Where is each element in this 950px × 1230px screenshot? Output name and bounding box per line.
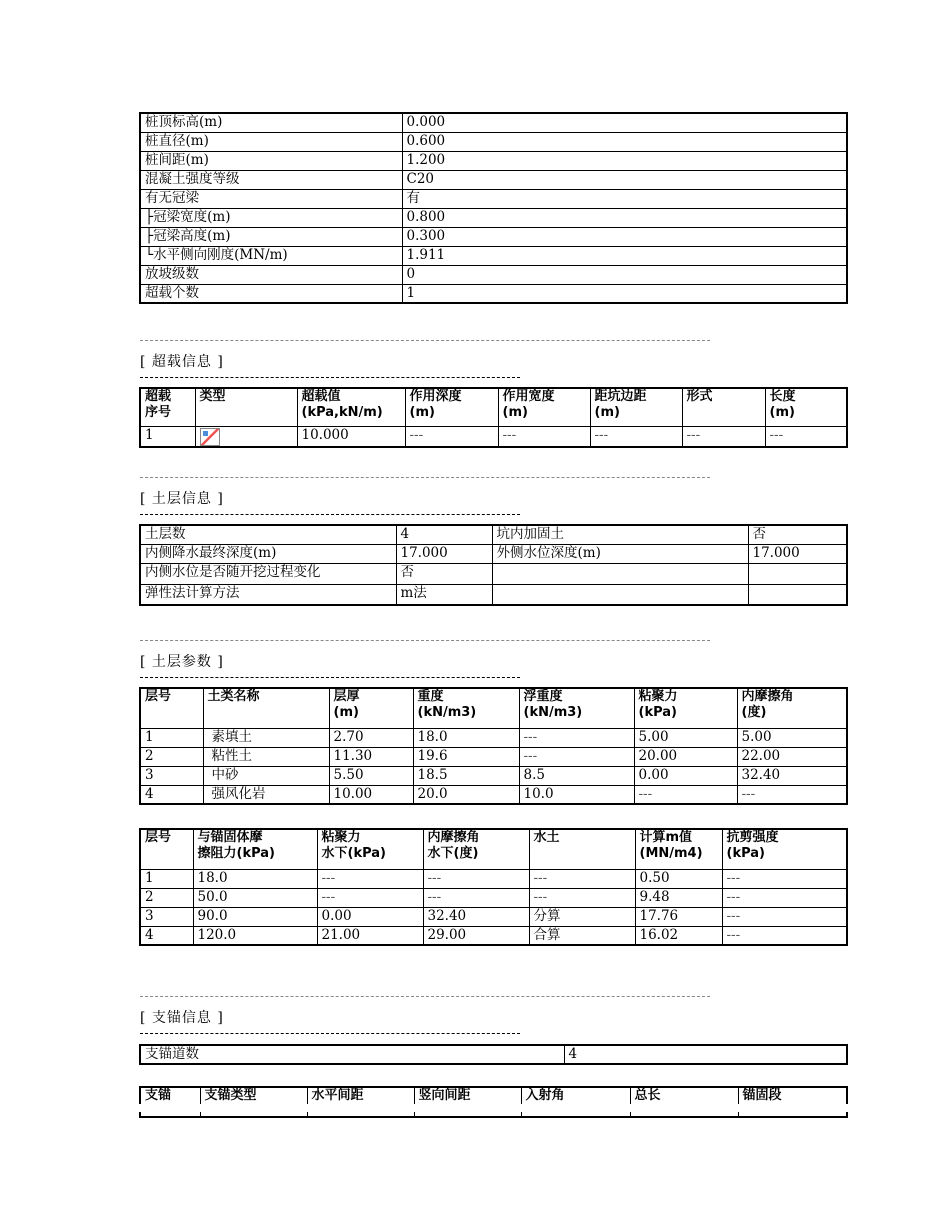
separator-line [140,677,520,678]
parameter-value: C20 [402,170,847,189]
parameter-label: 有无冠梁 [140,189,402,208]
header-row [140,688,847,728]
column-header: 支锚类型 [200,1087,307,1117]
table-row [140,544,847,563]
table-cell: --- [519,747,634,766]
soil-info-table [139,524,848,606]
table-row [140,1045,847,1064]
table-cell: 17.76 [635,907,722,926]
parameter-value: 0 [402,265,847,284]
table-cell: 2.70 [329,728,413,747]
table-cell: 素填土 [203,728,329,747]
table-cell: 粘性土 [203,747,329,766]
table-cell: --- [722,869,847,888]
surcharge-type-image-icon [200,428,220,446]
table-cell: --- [590,426,682,447]
table-cell: 1 [140,728,203,747]
table-cell: 5.50 [329,766,413,785]
surcharge-table [139,387,848,448]
parameter-value: 有 [402,189,847,208]
table-cell: 11.30 [329,747,413,766]
table-cell: --- [529,888,635,907]
table-row [140,728,847,747]
column-header: 与锚固体摩 擦阻力(kPa) [193,829,317,869]
table-cell: --- [682,426,765,447]
column-header: 粘聚力 (kPa) [634,688,737,728]
parameter-value: 1.911 [402,246,847,265]
table-cell: 32.40 [737,766,847,785]
anchor-table [139,1086,848,1118]
table-cell: 50.0 [193,888,317,907]
parameter-label: ├冠梁宽度(m) [140,208,402,227]
table-cell: 16.02 [635,926,722,945]
column-header: 计算m值 (MN/m4) [635,829,722,869]
table-row [140,525,847,544]
table-row [140,426,847,447]
table-cell: 强风化岩 [203,785,329,804]
column-header: 内摩擦角 水下(度) [423,829,529,869]
column-header: 层号 [140,688,203,728]
table-row [140,869,847,888]
column-header: 浮重度 (kN/m3) [519,688,634,728]
table-row [140,926,847,945]
table-cell [492,563,748,584]
table-cell: --- [722,926,847,945]
parameter-value: 0.800 [402,208,847,227]
table-cell: 内侧水位是否随开挖过程变化 [140,563,396,584]
table-cell: 32.40 [423,907,529,926]
parameter-label: 放坡级数 [140,265,402,284]
anchor-count-value: 4 [564,1045,847,1064]
table-cell: --- [722,907,847,926]
column-header: 土类名称 [203,688,329,728]
table-cell: 4 [140,926,193,945]
table-cell: --- [317,869,423,888]
parameter-label: 混凝土强度等级 [140,170,402,189]
table-cell: --- [722,888,847,907]
parameter-value: 0.300 [402,227,847,246]
page-cutoff [138,1104,848,1112]
anchor-count-label: 支锚道数 [140,1045,564,1064]
header-row [140,388,847,426]
table-cell: m法 [396,584,492,605]
table-row [140,584,847,605]
column-header: 长度 (m) [765,388,847,426]
separator-line [140,477,710,478]
pile-parameter-table [139,112,848,304]
parameter-label: └水平侧向刚度(MN/m) [140,246,402,265]
table-cell: 10.000 [297,426,405,447]
table-cell: --- [529,869,635,888]
column-header: 抗剪强度 (kPa) [722,829,847,869]
table-cell: --- [423,888,529,907]
table-cell: 分算 [529,907,635,926]
table-row [140,208,847,227]
parameter-value: 0.600 [402,132,847,151]
table-cell: 10.00 [329,785,413,804]
separator-line [140,340,710,341]
table-row [140,170,847,189]
table-cell: 弹性法计算方法 [140,584,396,605]
section-title-anchor-info: [ 支锚信息 ] [140,1010,224,1026]
column-header: 超载 序号 [140,388,195,426]
table-row [140,766,847,785]
table-cell: 中砂 [203,766,329,785]
separator-line [140,377,520,378]
separator-line [140,514,520,515]
anchor-count-table [139,1044,848,1065]
table-cell: 否 [748,525,847,544]
table-cell: 17.000 [396,544,492,563]
parameter-label: 桩直径(m) [140,132,402,151]
parameter-label: ├冠梁高度(m) [140,227,402,246]
table-cell: 2 [140,747,203,766]
soil-params-table-1 [139,687,848,805]
column-header: 入射角 [521,1087,630,1117]
table-cell: 29.00 [423,926,529,945]
column-header: 总长 [630,1087,738,1117]
column-header: 层号 [140,829,193,869]
column-header: 水土 [529,829,635,869]
table-cell: 5.00 [737,728,847,747]
column-header: 形式 [682,388,765,426]
column-header: 层厚 (m) [329,688,413,728]
table-cell: --- [317,888,423,907]
surcharge-type-cell [195,426,297,447]
table-row [140,246,847,265]
table-row [140,227,847,246]
table-cell: 1 [140,426,195,447]
table-cell: 土层数 [140,525,396,544]
column-header: 粘聚力 水下(kPa) [317,829,423,869]
table-cell: 20.00 [634,747,737,766]
table-cell: 4 [140,785,203,804]
table-row [140,189,847,208]
table-cell: 内侧降水最终深度(m) [140,544,396,563]
section-title-soil-params: [ 土层参数 ] [140,654,224,670]
table-row [140,785,847,804]
table-cell [748,584,847,605]
separator-line [140,640,710,641]
parameter-label: 桩间距(m) [140,151,402,170]
separator-line [140,996,710,997]
column-header: 类型 [195,388,297,426]
header-row [140,1087,847,1117]
column-header: 锚固段 [738,1087,847,1117]
table-cell: 坑内加固土 [492,525,748,544]
table-cell: 否 [396,563,492,584]
parameter-value: 1.200 [402,151,847,170]
table-cell: 18.0 [413,728,519,747]
table-row [140,888,847,907]
table-cell: 17.000 [748,544,847,563]
table-cell: 0.00 [317,907,423,926]
table-row [140,265,847,284]
table-cell [748,563,847,584]
table-cell: 4 [396,525,492,544]
table-cell: 18.0 [193,869,317,888]
column-header: 超载值 (kPa,kN/m) [297,388,405,426]
table-cell [492,584,748,605]
column-header: 作用深度 (m) [405,388,498,426]
table-cell: 3 [140,766,203,785]
table-row [140,907,847,926]
table-cell: 0.00 [634,766,737,785]
column-header: 竖向间距 [414,1087,521,1117]
table-row [140,151,847,170]
table-cell: 合算 [529,926,635,945]
column-header: 距坑边距 (m) [590,388,682,426]
column-header: 水平间距 [307,1087,414,1117]
column-header: 内摩擦角 (度) [737,688,847,728]
table-row [140,132,847,151]
table-cell: 18.5 [413,766,519,785]
table-cell: 9.48 [635,888,722,907]
table-cell: --- [423,869,529,888]
table-cell: 90.0 [193,907,317,926]
table-row [140,284,847,303]
separator-line [140,1033,520,1034]
table-row [140,113,847,132]
column-header: 支锚 [140,1087,200,1117]
parameter-label: 桩顶标高(m) [140,113,402,132]
table-cell: 2 [140,888,193,907]
parameter-value: 1 [402,284,847,303]
table-cell: 8.5 [519,766,634,785]
table-cell: --- [405,426,498,447]
header-row [140,829,847,869]
table-cell: 120.0 [193,926,317,945]
section-title-soil-info: [ 土层信息 ] [140,491,224,507]
table-cell: --- [634,785,737,804]
table-cell: 10.0 [519,785,634,804]
parameter-value: 0.000 [402,113,847,132]
table-cell: 20.0 [413,785,519,804]
table-cell: 5.00 [634,728,737,747]
section-title-surcharge: [ 超载信息 ] [140,354,224,370]
table-row [140,563,847,584]
table-cell: 22.00 [737,747,847,766]
table-cell: --- [519,728,634,747]
table-row [140,747,847,766]
parameter-label: 超载个数 [140,284,402,303]
table-cell: 19.6 [413,747,519,766]
column-header: 重度 (kN/m3) [413,688,519,728]
table-cell: 21.00 [317,926,423,945]
table-cell: --- [498,426,590,447]
table-cell: 0.50 [635,869,722,888]
column-header: 作用宽度 (m) [498,388,590,426]
table-cell: --- [737,785,847,804]
table-cell: 3 [140,907,193,926]
soil-params-table-2 [139,828,848,946]
table-cell: 1 [140,869,193,888]
table-cell: --- [765,426,847,447]
table-cell: 外侧水位深度(m) [492,544,748,563]
